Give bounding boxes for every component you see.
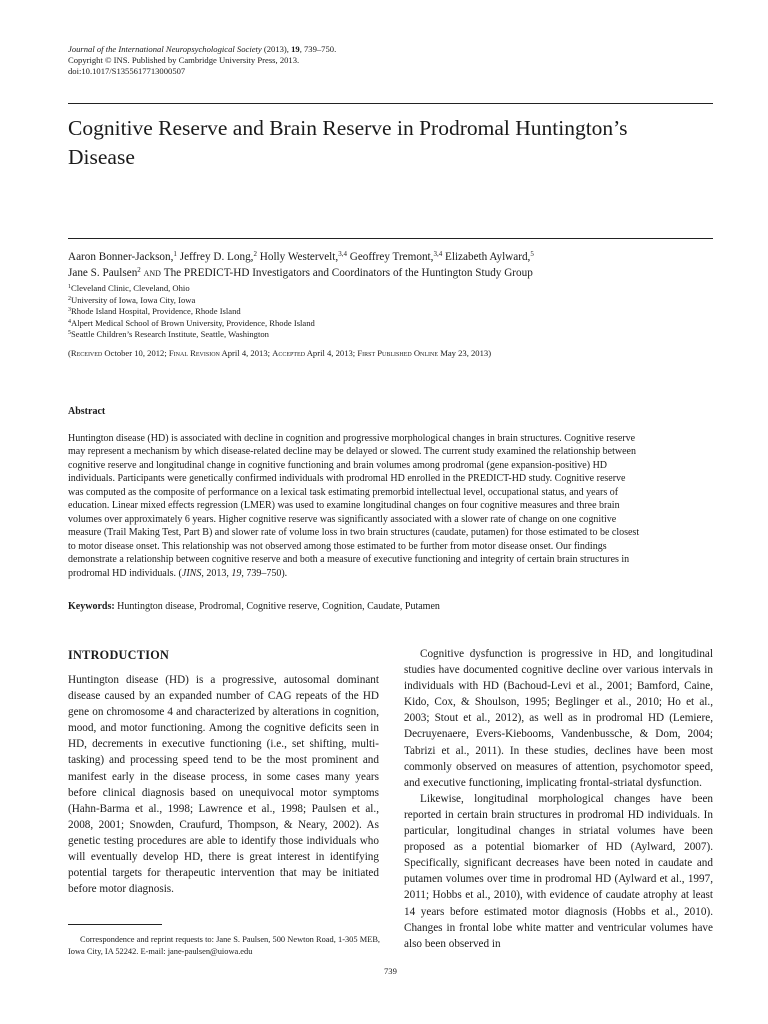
final-revision-label: Final Revision xyxy=(168,348,220,358)
keywords-label: Keywords: xyxy=(68,601,115,612)
accepted-label: Accepted xyxy=(272,348,306,358)
author-name: Aaron Bonner-Jackson, xyxy=(68,251,174,263)
page-number: 739 xyxy=(384,966,397,976)
footnote-rule xyxy=(68,924,162,925)
affiliation-text: Cleveland Clinic, Cleveland, Ohio xyxy=(71,283,190,293)
abstract-cite-volume: 19 xyxy=(231,567,242,579)
abstract-text: Huntington disease (HD) is associated with decline in cognition and progressive morphological changes in brain structures. Cognitive reserve may represent a mechanism by which disease-related decline may be delayed or slowed. The current study examined the relationship between cognitive reserve and longitudinal change in cognitive functioning and brain volumes among prodromal (gene expansion-positive) HD individuals. Participants were genetically confirmed individuals with prodromal HD enrolled in the PREDICT-HD study. Cognitive reserve was computed as the composite of performance on a lexical task estimating premorbid intellectual level, occupational status, and years of education. Linear mixed effects regression (LMER) was used to examine longitudinal changes on four cognitive measures and three brain volumes over approximately 6 years. Higher cognitive reserve was significantly associated with a slower rate of change on one cognitive measure (Trail Making Test, Part B) and slower rate of volume loss in two brain structures (caudate, putamen) for those estimated to be closest to motor disease onset. This relationship was not observed among those estimated to be further from motor disease onset. Our findings demonstrate a relationship between cognitive reserve and both a measure of executive functioning and integrity of certain brain structures in prodromal HD individuals. ( xyxy=(68,433,640,579)
title-rule xyxy=(68,238,713,239)
author-name: Elizabeth Aylward, xyxy=(442,251,531,263)
received-date: October 10, 2012; xyxy=(102,348,169,358)
author-affil: 1 xyxy=(173,250,177,258)
author-line-2 xyxy=(68,265,718,281)
author-affil: 2 xyxy=(137,266,141,274)
author-group: The PREDICT-HD Investigators and Coordinators of the Huntington Study Group xyxy=(163,267,533,279)
intro-paragraph: Cognitive dysfunction is progressive in HD, and longitudinal studies have documented cognitive decline over various intervals in individuals with HD (Bachoud-Levi et al., 2001; Bamford, Caine, Kido, Cox, & Shoulson, 1995; Beglinger et al., 2010; Ho et al., 2003; Stout et al., 2012), as well as in prodromal HD (Lemiere, Decruyenaere, Evers-Kiebooms, Vandenbussche, & Dom, 2004; Tabrizi et al., 2011). In these studies, declines have been most commonly observed on measures of attention, psychomotor speed, and executive functioning, implicating frontal-striatal dysfunction. xyxy=(404,648,713,789)
affiliation-item xyxy=(68,306,315,318)
affiliation-text: Alpert Medical School of Brown University, Providence, Rhode Island xyxy=(71,317,315,328)
accepted-date: April 4, 2013; xyxy=(305,348,358,358)
author-name: Holly Westervelt, xyxy=(256,251,339,263)
affiliation-number: 5 xyxy=(68,330,71,337)
journal-citation xyxy=(68,44,336,55)
affiliation-text: Rhode Island Hospital, Providence, Rhode Island xyxy=(71,306,241,317)
abstract-cite-pages: , 739–750). xyxy=(241,567,288,579)
author-affil: 2 xyxy=(253,250,257,258)
affiliation-item xyxy=(68,283,315,295)
author-name: Jeffrey D. Long, xyxy=(176,251,254,263)
affiliation-number: 4 xyxy=(68,318,71,325)
top-rule xyxy=(68,103,713,104)
abstract-heading: Abstract xyxy=(68,406,106,417)
keywords xyxy=(68,601,440,612)
journal-copyright: Copyright © INS. Published by Cambridge University Press, 2013. xyxy=(68,55,300,65)
affiliation-text: University of Iowa, Iowa City, Iowa xyxy=(71,294,196,305)
journal-volume: 19 xyxy=(291,44,300,54)
affiliation-number: 1 xyxy=(68,284,71,290)
affiliation-text: Seattle Children’s Research Institute, Seattle, Washington xyxy=(71,329,269,340)
affiliation-item xyxy=(68,318,315,330)
author-affil: 3,4 xyxy=(338,250,347,258)
final-revision-date: April 4, 2013; xyxy=(219,348,273,358)
online-label: First Published Online xyxy=(357,348,439,358)
author-name: Geoffrey Tremont, xyxy=(346,251,434,263)
abstract-cite-journal: JINS xyxy=(181,567,202,579)
journal-name: Journal of the International Neuropsychological Society xyxy=(68,44,262,54)
journal-doi[interactable]: doi:10.1017/S1355617713000507 xyxy=(68,66,186,76)
abstract-body xyxy=(68,432,640,580)
journal-header xyxy=(68,44,336,77)
author-affil: 5 xyxy=(530,250,534,258)
affiliation-item xyxy=(68,295,315,307)
journal-pages: , 739–750. xyxy=(299,44,337,54)
intro-paragraph: Likewise, longitudinal morphological changes have been reported in certain brain structures in prodromal HD individuals. In particular, longitudinal changes in striatal volumes have been proposed as a potential biomarker of HD (Aylward, 2007). Specifically, significant decreases have been noted in caudate and putamen volumes over time in prodromal HD (Aylward et al., 1997, 2011; Hobbs et al., 2010), with evidence of caudate atrophy at least 14 years before estimated motor diagnosis (Hobbs et al., 2010). Changes in frontal lobe white matter and ventricular volumes have also been observed in xyxy=(404,792,713,950)
intro-right-column xyxy=(404,646,713,952)
affiliation-item xyxy=(68,329,315,341)
author-list xyxy=(68,249,718,281)
paper-title: Cognitive Reserve and Brain Reserve in Prodromal Huntington’s Disease xyxy=(68,116,628,169)
author-name: Jane S. Paulsen xyxy=(68,267,138,279)
introduction-heading: INTRODUCTION xyxy=(68,648,170,662)
affiliation-list xyxy=(68,283,315,341)
author-affil: 3,4 xyxy=(433,250,443,258)
author-and: and xyxy=(140,267,164,279)
abstract-cite-year: , 2013, xyxy=(201,567,232,579)
keywords-text: Huntington disease, Prodromal, Cognitive reserve, Cognition, Caudate, Putamen xyxy=(114,601,440,612)
intro-left-paragraph: Huntington disease (HD) is a progressive, autosomal dominant disease caused by an expanded number of CAG repeats of the HD gene on chromosome 4 and characterized by alterations in cognition, mood, and motor functioning. Among the cognitive deficits seen in HD, decrements in executive functioning (i.e., set shifting, multi-tasking) and processing speed tend to be the most prominent and manifest early in the disease process, in some cases many years before clinical diagnosis based on unequivocal motor symptoms (Hahn-Barma et al., 1998; Lawrence et al., 1998; Paulsen et al., 2008, 2001; Snowden, Craufurd, Thompson, & Neary, 2002). As genetic testing procedures are able to identify those individuals who will eventually develop HD, there is great interest in identifying potential targets for therapeutic intervention that may be initiated before motor diagnosis. xyxy=(68,674,379,896)
correspondence-footnote: Correspondence and reprint requests to: Jane S. Paulsen, 500 Newton Road, 1-305 MEB, Iowa City, IA 52242. E-mail: jane-paulsen@uiowa.edu xyxy=(68,935,380,956)
author-line-1 xyxy=(68,249,718,265)
affiliation-number: 2 xyxy=(68,295,71,302)
received-label: Received xyxy=(70,348,103,358)
affiliation-number: 3 xyxy=(68,307,71,314)
online-date: May 23, 2013) xyxy=(438,348,492,358)
journal-year: (2013), xyxy=(261,44,292,54)
publication-dates: (Received October 10, 2012; Final Revision April 4, 2013; Accepted April 4, 2013; First Published Online May 23, 2013) xyxy=(68,348,492,358)
